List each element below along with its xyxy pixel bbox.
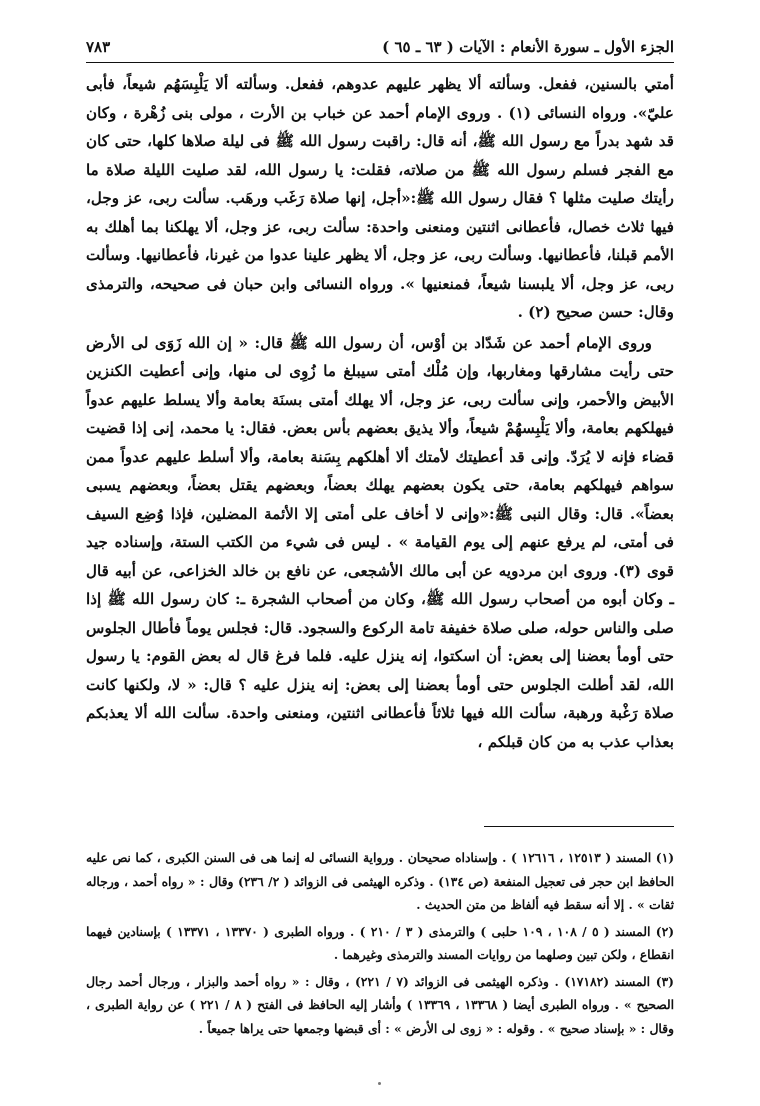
footnote-3: (٣) المسند (١٧١٨٢) . وذكره الهيثمى فى الزوائد (٧ / ٢٢١) ، وقال : « رواه أحمد والبزار ، ورجال أحمد رجال الصحيح » . ورواه الطبرى أيضا ( ١٣٣٦٨ ، ١٣٣٦٩ ) وأشار إليه الحافظ فى الفتح ( ٨ / ٢٢١ ) عن رواية الطبرى ، وقال : « بإسناد صحيح » . وقوله : « زوى لى الأرض » : أى قبضها وجمعها حتى يراها جميعاً . — [86, 973, 674, 1036]
paragraph-1: أمتي بالسنين، ففعل. وسألته ألا يظهر عليهم عدوهم، ففعل. وسألته ألا يَلْبِسَهُم شيعاً، فأبى عليّ». ورواه النسائى (١) . وروى الإمام أحمد عن خباب بن الأرت ، مولى بنى زُهْرة ، وكان قد شهد بدراً مع رسول الله ﷺ، أنه قال: راقبت رسول الله ﷺ فى ليلة صلاها كلها، حتى كان مع الفجر فسلم رسول الله ﷺ من صلاته، فقلت: يا رسول الله، لقد صليت الليلة صلاة ما رأيتك صليت مثلها ؟ فقال رسول الله ﷺ:«أجل، إنها صلاة رَغَب ورهَب. سألت ربى، عز وجل، فيها ثلاث خصال، فأعطانى اثنتين ومنعنى واحدة: سألت ربى، عز وجل، ألا يهلكنا بما أهلك به الأمم قبلنا، فأعطانيها. وسألت ربى، عز وجل، ألا يظهر علينا عدوا من غيرنا، فأعطانيها. وسألت ربى، عز وجل، ألا يلبسنا شيعاً، فمنعنيها ». ورواه النسائى وابن حبان فى صحيحه، والترمذى وقال: حسن صحيح (٢) . — [86, 75, 674, 321]
page-header — [86, 34, 674, 60]
running-title: الجزء الأول ـ سورة الأنعام : الآيات ( ٦٣ ـ ٦٥ ) — [382, 38, 674, 56]
scan-dot — [378, 1082, 381, 1085]
header-rule — [86, 62, 674, 63]
footnote-2: (٢) المسند ( ٥ / ١٠٨ ، ١٠٩ حلبى ) والترمذى ( ٣ / ٢١٠ ) . ورواه الطبرى ( ١٣٣٧٠ ، ١٣٣٧١ ) بإسنادين فيهما انقطاع ، ولكن تبين وصلهما من روايات المسند والترمذى وغيرهما . — [86, 923, 675, 962]
page-number: ٧٨٣ — [86, 38, 111, 56]
paragraph-2: وروى الإمام أحمد عن شَدّاد بن أوْس، أن رسول الله ﷺ قال: « إن الله زَوَى لى الأرض حتى رأيت مشارقها ومغاربها، وإن مُلْك أمتى سيبلغ ما زُوِى لى منها، وإنى أعطيت الكنزين الأبيض والأحمر، وإنى سألت ربى، عز وجل، ألا يهلك أمتى بسنَة بعامة وألا يسلط عليهم عدواً فيهلكهم بعامة، وألا يَلْبِسهُمْ شيعاً، وألا يذيق بعضهم بأس بعض. فقال: يا محمد، إنى إذا قضيت قضاء فإنه لا يُرَدّ. وإنى قد أعطيتك لأمتك ألا أهلكهم بِسَنة بعامة، وألا أسلط عليهم عدواً ممن سواهم فيهلكهم بعامة، حتى يكون بعضهم يهلك بعضاً، وبعضهم يقتل بعضاً، وبعضهم يسبى بعضاً». قال: وقال النبى ﷺ:«وإنى لا أخاف على أمتى إلا الأئمة المضلين، فإذا وُضِع السيف فى أمتى، لم يرفع عنهم إلى يوم القيامة » . ليس فى شيء من الكتب الستة، وإسناده جيد قوى (٣). وروى ابن مردويه عن أبى مالك الأشجعى، عن نافع بن خالد الخزاعى، عن أبيه قال ـ وكان أبوه من أصحاب رسول الله ﷺ، وكان من أصحاب الشجرة ـ: كان رسول الله ﷺ إذا صلى والناس حوله، صلى صلاة خفيفة تامة الركوع والسجود. قال: فجلس يوماً فأطال الجلوس حتى أومأ بعضنا إلى بعض: أن اسكتوا، إنه ينزل عليه. فلما فرغ قال له بعض القوم: يا رسول الله، لقد أطلت الجلوس حتى أومأ بعضنا إلى بعض: إنه ينزل عليه ؟ قال: « لا، ولكنها كانت صلاة رَغْبة ورهبة، سألت الله فيها ثلاثاً فأعطانى اثنتين، ومنعنى واحدة. سألت الله ألا يعذبكم بعذاب عذب به من كان قبلكم ، — [86, 333, 674, 751]
footnote-separator — [484, 826, 674, 827]
footnotes — [86, 846, 674, 1043]
footnote-1: (١) المسند ( ١٢٥١٣ ، ١٢٦١٦ ) . وإسناداه صحيحان . ورواية النسائى له إنما هى فى السنن الكبرى ، كما نص عليه الحافظ ابن حجر فى تعجيل المنفعة (ص ١٣٤) . وذكره الهيثمى فى الزوائد ( ٢/ ٢٣٦) وقال : « رواه أحمد ، ورجاله ثقات » . إلا أنه سقط فيه ألفاظ من متن الحديث . — [86, 850, 675, 912]
main-text — [86, 70, 674, 756]
